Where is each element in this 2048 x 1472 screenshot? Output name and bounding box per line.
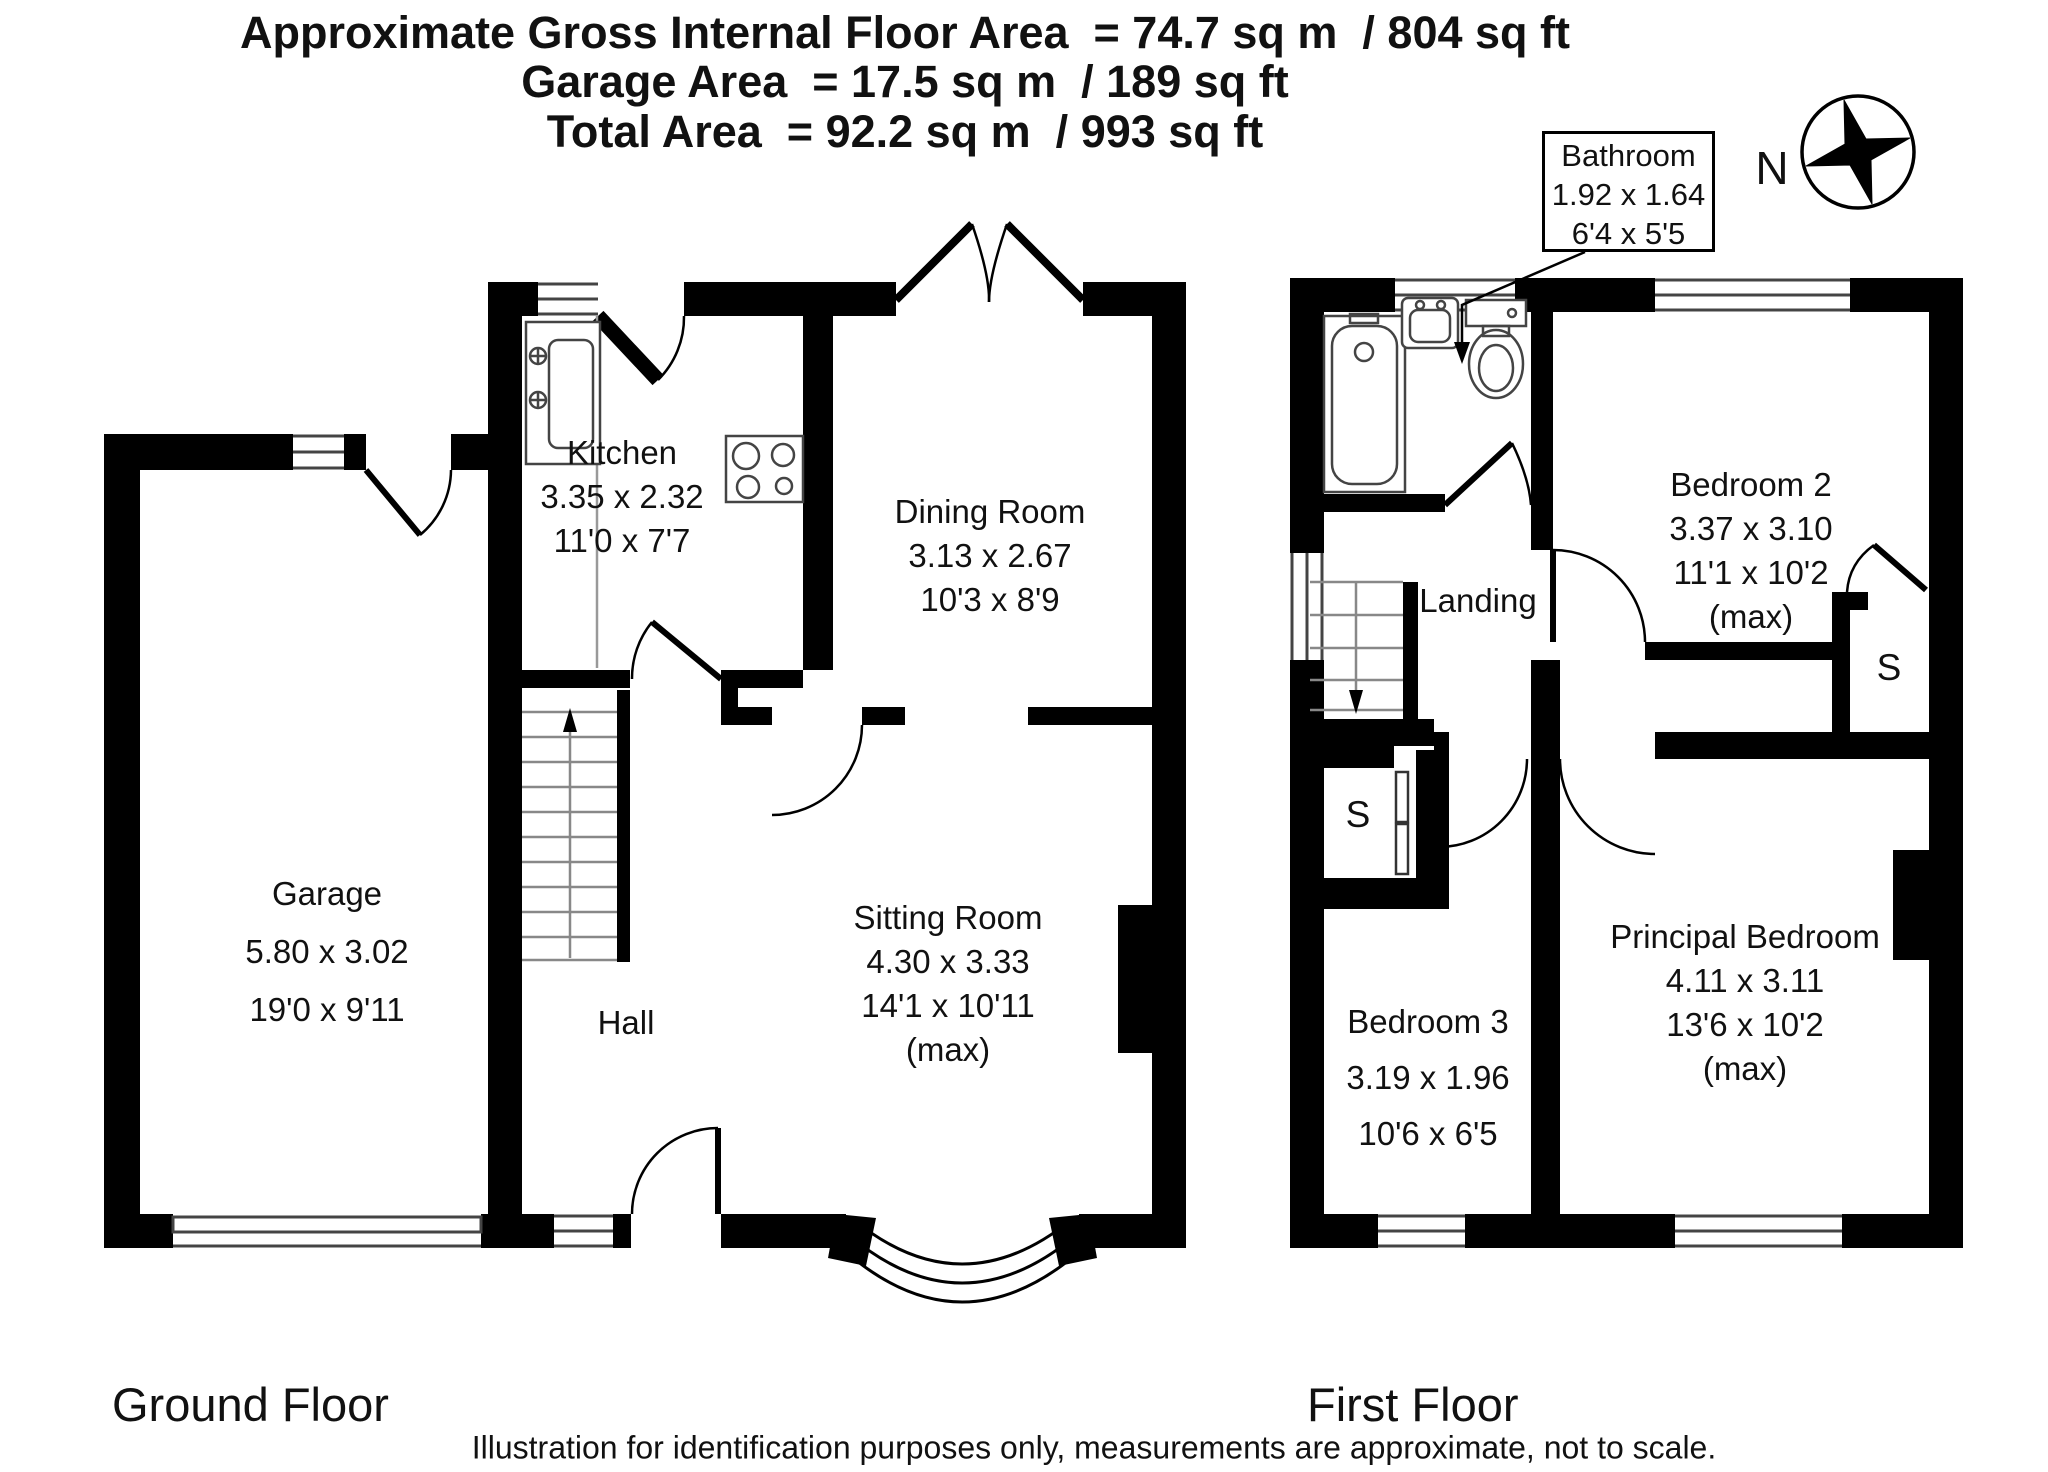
bathroom-fixtures — [1324, 298, 1526, 492]
header-garage-area: Garage Area = 17.5 sq m / 189 sq ft — [521, 56, 1289, 107]
compass-icon — [1802, 96, 1914, 208]
bedroom-3-door — [1439, 759, 1527, 847]
bedroom-2-door — [1553, 550, 1645, 642]
garage-dims-imperial: 19'0 x 9'11 — [249, 991, 405, 1028]
kitchen-window — [538, 284, 598, 314]
garage-window — [293, 436, 344, 468]
garage-name: Garage — [271, 875, 383, 912]
sitting-room-name: Sitting Room — [853, 899, 1043, 936]
bathroom-sink — [1402, 298, 1458, 348]
compass-north-label: N — [1755, 142, 1789, 194]
landing-name: Landing — [1419, 582, 1537, 619]
hall-name: Hall — [597, 1004, 655, 1041]
kitchen-dims-imperial: 11'0 x 7'7 — [553, 522, 691, 559]
garage-door — [173, 1217, 481, 1246]
storage-right-label: S — [1876, 647, 1902, 688]
kitchen-name: Kitchen — [566, 434, 678, 471]
garage-label — [245, 865, 408, 1039]
header-total-area: Total Area = 92.2 sq m / 993 sq ft — [546, 106, 1264, 157]
bay-window — [846, 1220, 1079, 1302]
storage-left-door — [1396, 772, 1408, 874]
sitting-room-dims-imperial: 14'1 x 10'11 — [861, 987, 1035, 1024]
dining-french-doors — [896, 224, 1083, 302]
bedroom-3-label — [1346, 994, 1509, 1162]
bedroom-2-dims-imperial: 11'1 x 10'2 — [1673, 554, 1829, 591]
kitchen-back-door — [598, 316, 684, 380]
kitchen-stove — [726, 436, 803, 502]
principal-bedroom-qualifier: (max) — [1702, 1050, 1788, 1087]
principal-bedroom-name: Principal Bedroom — [1610, 918, 1880, 955]
landing-label — [1419, 579, 1536, 623]
sitting-room-label — [854, 896, 1043, 1072]
bedroom-3-window — [1378, 1216, 1465, 1246]
toilet — [1466, 300, 1526, 398]
principal-bedroom-chimney-breast — [1893, 850, 1929, 960]
front-door — [632, 1128, 718, 1214]
bathroom-dims-metric: 1.92 x 1.64 — [1551, 177, 1706, 212]
hall-label — [598, 1001, 655, 1045]
bedroom-3-dims-metric: 3.19 x 1.96 — [1346, 1059, 1510, 1096]
ground-floor-plan — [104, 224, 1186, 1302]
stairwell-window — [1292, 553, 1322, 660]
bathtub — [1324, 314, 1405, 492]
principal-bedroom-window — [1675, 1216, 1842, 1246]
kitchen-dims-metric: 3.35 x 2.32 — [540, 478, 704, 515]
dining-room-label — [895, 490, 1086, 622]
bathroom-name: Bathroom — [1561, 138, 1696, 173]
bedroom-3-dims-imperial: 10'6 x 6'5 — [1358, 1115, 1498, 1152]
principal-bedroom-door — [1560, 759, 1655, 854]
bedroom-2-label — [1669, 463, 1832, 639]
ground-floor-stairs — [522, 708, 617, 960]
dining-room-name: Dining Room — [894, 493, 1086, 530]
sitting-room-chimney-breast — [1118, 905, 1152, 1053]
bedroom-2-qualifier: (max) — [1708, 598, 1794, 635]
header-total-floor-area: Approximate Gross Internal Floor Area = 74.7 sq m / 804 sq ft — [239, 7, 1571, 58]
bedroom-2-window — [1655, 280, 1850, 310]
ground-floor-title: Ground Floor — [112, 1378, 389, 1431]
disclaimer-text: Illustration for identification purposes only, measurements are approximate, not to scale. — [471, 1429, 1717, 1466]
ground-floor-walls — [104, 282, 1186, 1266]
principal-bedroom-dims-metric: 4.11 x 3.11 — [1665, 962, 1825, 999]
dining-room-dims-metric: 3.13 x 2.67 — [908, 537, 1072, 574]
garage-side-door — [366, 470, 451, 535]
bathroom-door — [1445, 443, 1531, 505]
sitting-room-dims-metric: 4.30 x 3.33 — [866, 943, 1030, 980]
kitchen-label — [540, 431, 703, 563]
dining-room-dims-imperial: 10'3 x 8'9 — [920, 581, 1060, 618]
principal-bedroom-label — [1610, 915, 1880, 1091]
bathroom-callout — [1542, 131, 1715, 252]
bedroom-3-name: Bedroom 3 — [1347, 1003, 1509, 1040]
kitchen-hall-door — [632, 622, 721, 679]
hall-window — [554, 1216, 613, 1246]
principal-bedroom-dims-imperial: 13'6 x 10'2 — [1666, 1006, 1824, 1043]
sitting-room-qualifier: (max) — [905, 1031, 991, 1068]
garage-dims-metric: 5.80 x 3.02 — [245, 933, 409, 970]
bathroom-dims-imperial: 6'4 x 5'5 — [1571, 216, 1686, 251]
storage-right-door — [1847, 545, 1926, 592]
bedroom-2-name: Bedroom 2 — [1670, 466, 1832, 503]
bedroom-2-dims-metric: 3.37 x 3.10 — [1669, 510, 1833, 547]
sitting-room-door — [772, 725, 862, 815]
leader-arrowhead — [1454, 342, 1470, 364]
first-floor-title: First Floor — [1307, 1378, 1519, 1431]
storage-left-label: S — [1345, 794, 1371, 835]
